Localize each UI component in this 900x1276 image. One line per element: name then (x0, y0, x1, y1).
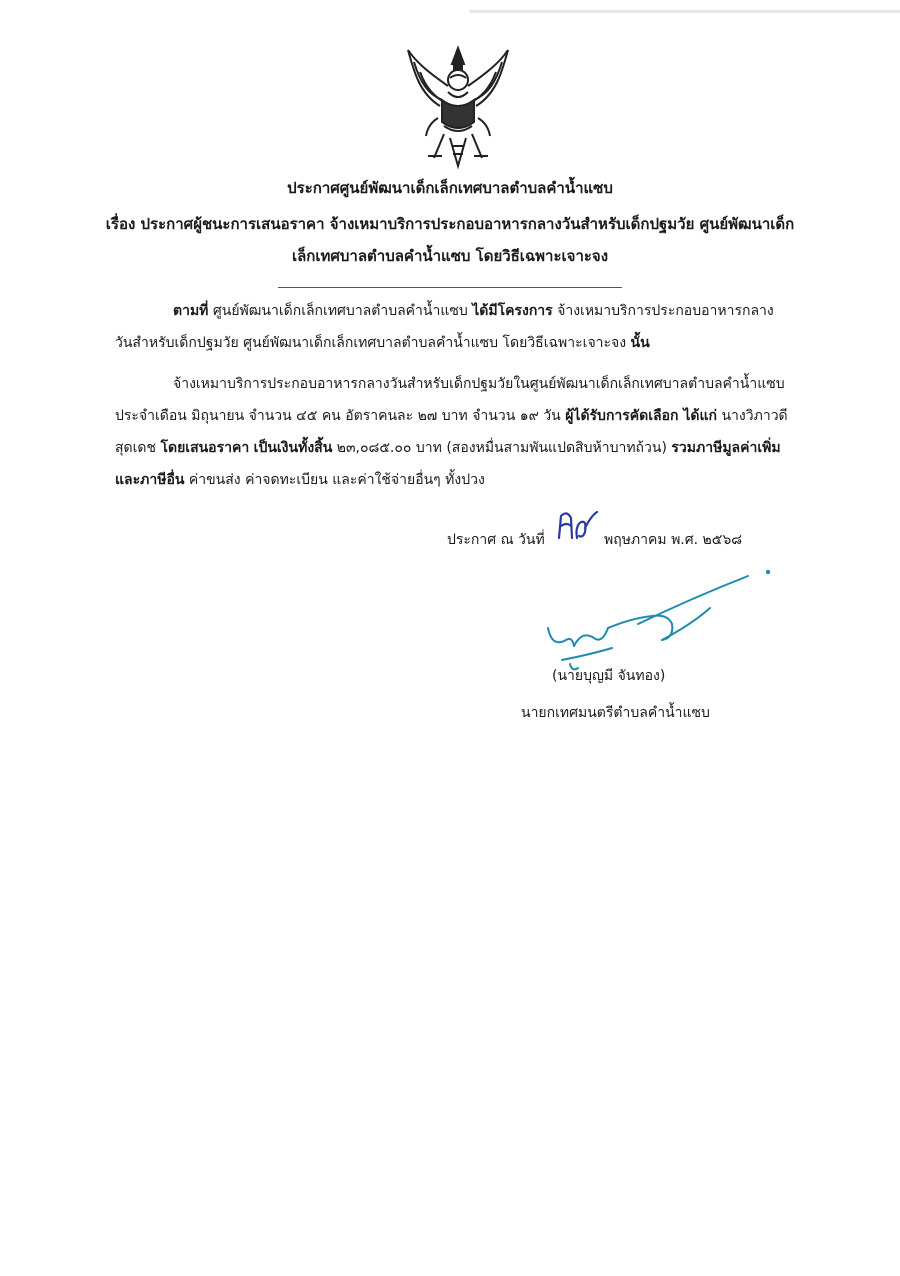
paragraph1-line1 (173, 300, 774, 322)
paragraph2-line3 (115, 437, 781, 459)
signatory-position: นายกเทศมนตรีตำบลคำน้ำแซบ (521, 705, 710, 721)
announce-prefix: ประกาศ ณ วันที่ (447, 532, 545, 548)
handwritten-day (555, 508, 603, 544)
p2-other-costs: ค่าขนส่ง ค่าจดทะเบียน และค่าใช้จ่ายอื่นๆ ทั้งปวง (188, 472, 485, 488)
p2-amount: ๒๓,๐๘๕.๐๐ บาท (สองหมื่นสามพันแปดสิบห้าบาทถ้วน) (336, 440, 667, 456)
paragraph1-line2 (115, 332, 650, 354)
p2-details: ประจำเดือน มิถุนายน จำนวน ๔๕ คน อัตราคนละ ๒๗ บาท จำนวน ๑๙ วัน (115, 408, 561, 424)
p1-end: นั้น (630, 335, 650, 351)
p1-has-project: ได้มีโครงการ (472, 303, 553, 319)
subject-line-2: เล็กเทศบาลตำบลคำน้ำแซบ โดยวิธีเฉพาะเจาะจง (291, 247, 609, 265)
signatory-name: (นายบุญมี จันทอง) (552, 668, 666, 684)
p1-org: ศูนย์พัฒนาเด็กเล็กเทศบาลตำบลคำน้ำแซบ (212, 303, 468, 319)
p2-winner-first: นางวิภาวดี (721, 408, 788, 424)
scan-edge-line (470, 10, 900, 13)
paragraph2-line1: จ้างเหมาบริการประกอบอาหารกลางวันสำหรับเด็กปฐมวัยในศูนย์พัฒนาเด็กเล็กเทศบาลตำบลคำน้ำแซบ (173, 376, 785, 392)
paragraph2-line2 (115, 405, 788, 427)
paragraph2-line4 (115, 469, 485, 491)
subject-label: เรื่อง (105, 215, 136, 233)
subject-line-1 (0, 212, 900, 236)
signature-mark (542, 568, 782, 678)
p2-other-tax: และภาษีอื่น (115, 472, 185, 488)
subject-text-1: ประกาศผู้ชนะการเสนอราคา จ้างเหมาบริการประกอบอาหารกลางวันสำหรับเด็กปฐมวัย ศูนย์พัฒนาเด็ก (140, 215, 795, 233)
p2-total-label: เป็นเงินทั้งสิ้น (253, 440, 333, 456)
p2-bid-label: โดยเสนอราคา (160, 440, 250, 456)
p1-project-a: จ้างเหมาบริการประกอบอาหารกลาง (557, 303, 774, 319)
p2-selected-label: ผู้ได้รับการคัดเลือก ได้แก่ (565, 408, 718, 424)
p2-winner-last: สุดเดช (115, 440, 157, 456)
garuda-emblem-icon (398, 42, 518, 170)
p1-project-b: วันสำหรับเด็กปฐมวัย ศูนย์พัฒนาเด็กเล็กเทศบาลตำบลคำน้ำแซบ โดยวิธีเฉพาะเจาะจง (115, 335, 627, 351)
announce-month-year: พฤษภาคม พ.ศ. ๒๕๖๘ (604, 532, 743, 548)
p2-vat: รวมภาษีมูลค่าเพิ่ม (671, 440, 781, 456)
document-title: ประกาศศูนย์พัฒนาเด็กเล็กเทศบาลตำบลคำน้ำแซบ (287, 179, 613, 197)
title-divider (278, 287, 622, 288)
p1-lead: ตามที่ (173, 303, 209, 319)
